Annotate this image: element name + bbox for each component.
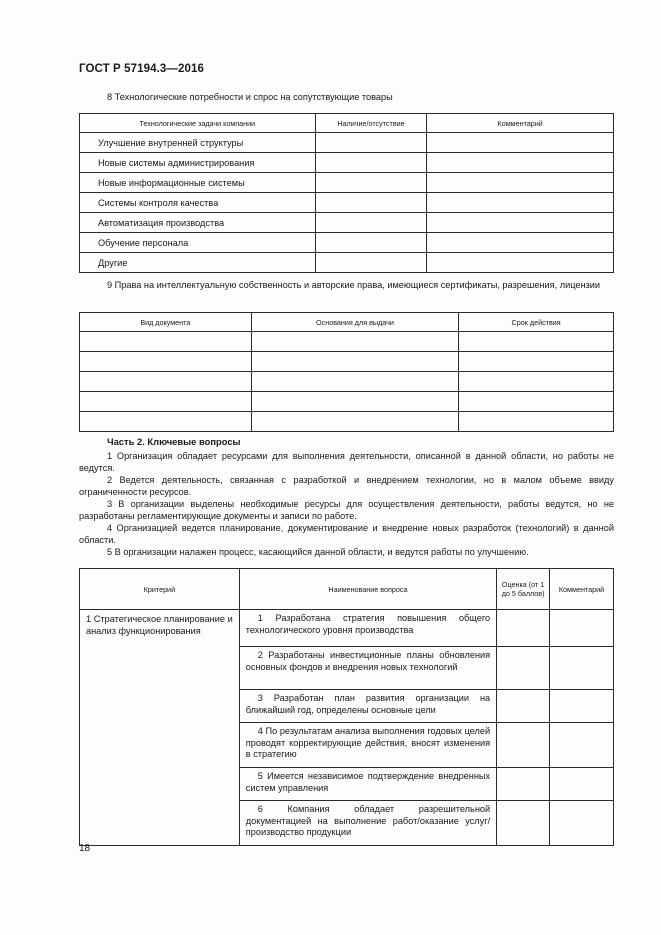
task-cell: Новые системы администрирования — [80, 153, 316, 173]
question-cell: 5 Имеется независимое подтверждение внедренных систем управления — [239, 768, 496, 801]
part-2-title: Часть 2. Ключевые вопросы — [107, 436, 241, 447]
task-cell: Автоматизация производства — [80, 213, 316, 233]
comment-cell[interactable] — [427, 213, 614, 233]
column-header: Наличие/отсутствие — [315, 114, 427, 133]
comment-cell[interactable] — [550, 768, 614, 801]
column-header: Основания для выдачи — [251, 313, 459, 332]
column-header: Наименование вопроса — [239, 569, 496, 610]
question-cell: 3 Разработан план развития организации на ближайший год, определены основные цели — [239, 690, 496, 723]
table-row — [80, 193, 614, 213]
basis-cell[interactable] — [251, 372, 459, 392]
comment-cell[interactable] — [427, 153, 614, 173]
level-description: 5 В организации налажен процесс, касающийся данной области, и ведутся работы по улучшению. — [107, 547, 529, 557]
validity-cell[interactable] — [459, 332, 614, 352]
comment-cell[interactable] — [427, 173, 614, 193]
table-row — [80, 173, 614, 193]
availability-cell[interactable] — [315, 193, 427, 213]
doc-type-cell[interactable] — [80, 372, 252, 392]
availability-cell[interactable] — [315, 253, 427, 273]
doc-type-cell[interactable] — [80, 352, 252, 372]
doc-type-cell[interactable] — [80, 332, 252, 352]
column-header: Комментарий — [550, 569, 614, 610]
question-cell: 1 Разработана стратегия повышения общего технологического уровня производства — [239, 610, 496, 647]
task-cell: Другие — [80, 253, 316, 273]
doc-type-cell[interactable] — [80, 392, 252, 412]
comment-cell[interactable] — [427, 233, 614, 253]
question-cell: 2 Разработаны инвестиционные планы обновления основных фондов и внедрения новых технологий — [239, 647, 496, 690]
availability-cell[interactable] — [315, 173, 427, 193]
standard-code: ГОСТ Р 57194.3—2016 — [79, 63, 204, 75]
tech-needs-table — [79, 113, 614, 273]
score-cell[interactable] — [497, 801, 550, 846]
page-number: 18 — [79, 843, 91, 854]
comment-cell[interactable] — [550, 647, 614, 690]
task-cell: Обучение персонала — [80, 233, 316, 253]
table-row — [80, 352, 614, 372]
table-row — [80, 392, 614, 412]
validity-cell[interactable] — [459, 392, 614, 412]
basis-cell[interactable] — [251, 352, 459, 372]
basis-cell[interactable] — [251, 392, 459, 412]
column-header: Срок действия — [459, 313, 614, 332]
level-description: 1 Организация обладает ресурсами для выполнения деятельности, описанной в данной области, но работы не ведутся. — [79, 451, 614, 473]
task-cell: Системы контроля качества — [80, 193, 316, 213]
comment-cell[interactable] — [550, 610, 614, 647]
column-header: Вид документа — [80, 313, 252, 332]
ip-rights-table — [79, 312, 614, 432]
comment-cell[interactable] — [550, 801, 614, 846]
validity-cell[interactable] — [459, 412, 614, 432]
comment-cell[interactable] — [427, 253, 614, 273]
score-cell[interactable] — [497, 690, 550, 723]
table-row — [80, 253, 614, 273]
score-cell[interactable] — [497, 610, 550, 647]
doc-type-cell[interactable] — [80, 412, 252, 432]
table-row — [80, 412, 614, 432]
criterion-cell: 1 Стратегическое планирование и анализ функционирования — [80, 610, 240, 846]
score-cell[interactable] — [497, 647, 550, 690]
comment-cell[interactable] — [550, 723, 614, 768]
table-row — [80, 233, 614, 253]
level-description: 4 Организацией ведется планирование, документирование и внедрение новых разработок (технологий) в данной области. — [79, 523, 614, 545]
table-row — [80, 153, 614, 173]
table-row — [80, 332, 614, 352]
basis-cell[interactable] — [251, 332, 459, 352]
task-cell: Новые информационные системы — [80, 173, 316, 193]
availability-cell[interactable] — [315, 233, 427, 253]
comment-cell[interactable] — [550, 690, 614, 723]
validity-cell[interactable] — [459, 352, 614, 372]
column-header: Критерий — [80, 569, 240, 610]
comment-cell[interactable] — [427, 133, 614, 153]
table-row — [80, 372, 614, 392]
section-8-heading: 8 Технологические потребности и спрос на сопутствующие товары — [107, 92, 393, 102]
section-9-heading: 9 Права на интеллектуальную собственность и авторские права, имеющиеся сертификаты, разрешения, лицензии — [107, 280, 601, 290]
level-description: 3 В организации выделены необходимые ресурсы для осуществления деятельности, работы ведутся, но не разработаны регламентирующие документы и записи по работе. — [79, 499, 614, 521]
column-header: Комментарий — [427, 114, 614, 133]
key-questions-table — [79, 568, 614, 846]
column-header: Оценка (от 1 до 5 баллов) — [497, 569, 550, 610]
level-description: 2 Ведется деятельность, связанная с разработкой и внедрением технологии, но в малом объеме ввиду ограниченности ресурсов. — [79, 475, 614, 497]
table-row — [80, 133, 614, 153]
question-cell: 6 Компания обладает разрешительной документацией на выполнение работ/оказание услуг/производство продукции — [239, 801, 496, 846]
availability-cell[interactable] — [315, 133, 427, 153]
comment-cell[interactable] — [427, 193, 614, 213]
score-cell[interactable] — [497, 768, 550, 801]
basis-cell[interactable] — [251, 412, 459, 432]
availability-cell[interactable] — [315, 213, 427, 233]
column-header: Технологические задачи компании — [80, 114, 316, 133]
table-row — [80, 610, 614, 647]
table-row — [80, 213, 614, 233]
validity-cell[interactable] — [459, 372, 614, 392]
question-cell: 4 По результатам анализа выполнения годовых целей проводят корректирующие действия, вносят изменения в стратегию — [239, 723, 496, 768]
score-cell[interactable] — [497, 723, 550, 768]
availability-cell[interactable] — [315, 153, 427, 173]
task-cell: Улучшение внутренней структуры — [80, 133, 316, 153]
